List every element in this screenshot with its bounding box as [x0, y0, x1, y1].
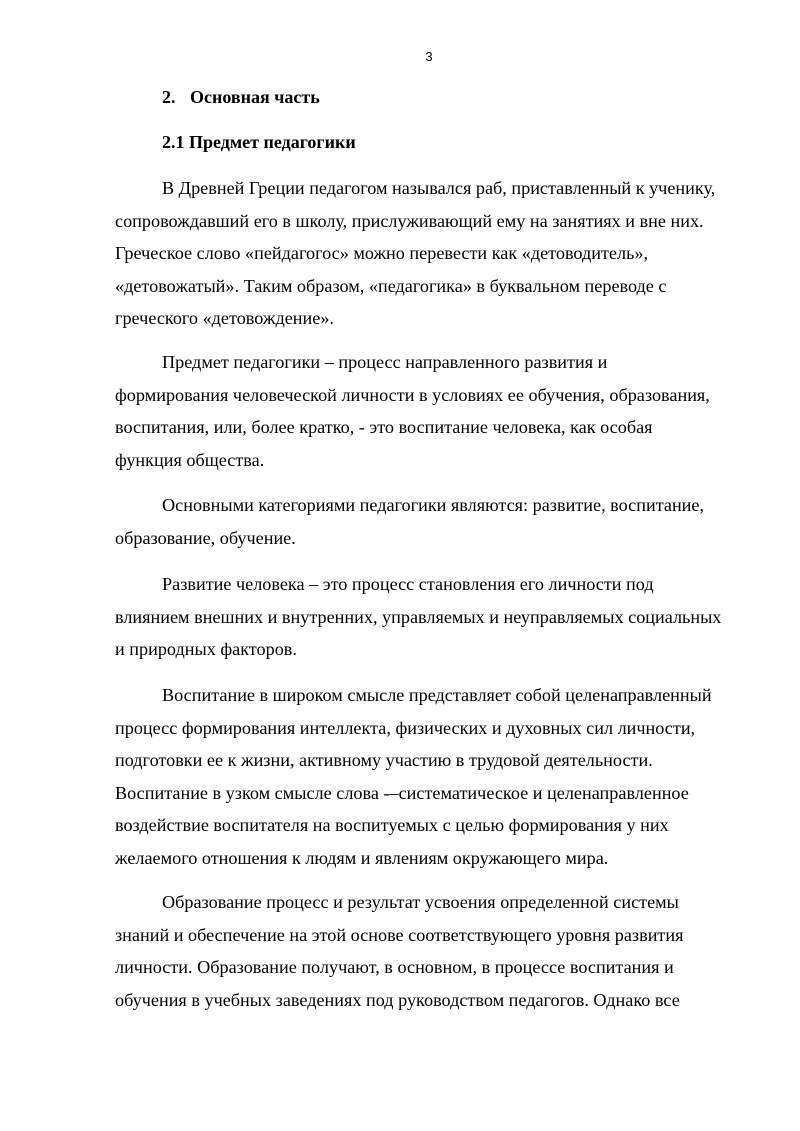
text-line: Воспитание в широком смысле представляет собой целенаправленный [162, 685, 712, 705]
paragraph-development [115, 568, 755, 666]
page-number: 3 [425, 49, 433, 64]
text-line: воспитания, или, более кратко, - это воспитание человека, как особая [115, 417, 653, 438]
text-line: греческого «детовождение». [115, 308, 334, 329]
text-line: знаний и обеспечение на этой основе соответствующего уровня развития [115, 924, 684, 945]
text-line: желаемого отношения к людям и явлениям окружающего мира. [115, 847, 609, 868]
text-line: Греческое слово «пейдагогос» можно перевести как «детоводитель», [115, 243, 649, 264]
text-line: процесс формирования интеллекта, физических и духовных сил личности, [115, 717, 696, 738]
section-heading [162, 86, 320, 108]
text-line: сопровождавший его в школу, прислуживающий ему на занятиях и вне них. [115, 210, 704, 231]
text-line: В Древней Греции педагогом назывался раб, приставленный к ученику, [162, 178, 716, 198]
paragraph-upbringing [115, 679, 755, 875]
paragraph-education [115, 886, 755, 1016]
section-number: 2. [162, 87, 176, 107]
paragraph-categories [115, 489, 755, 554]
paragraph-greek-origin [115, 172, 755, 335]
paragraph-subject [115, 346, 755, 476]
text-line: «детовожатый». Таким образом, «педагогика» в буквальном переводе с [115, 275, 667, 296]
text-line: Развитие человека – это процесс становления его личности под [162, 574, 654, 594]
subsection-heading: 2.1 Предмет педагогики [162, 132, 356, 152]
text-line: Воспитание в узком смысле слова -–систематическое и целенаправленное [115, 782, 689, 803]
text-line: Образование процесс и результат усвоения определенной системы [162, 892, 679, 912]
text-line: и природных факторов. [115, 639, 297, 660]
text-line: воздействие воспитателя на воспитуемых с целью формирования у них [115, 815, 669, 836]
section-title: Основная часть [190, 87, 320, 107]
text-line: обучения в учебных заведениях под руководством педагогов. Однако все [115, 989, 680, 1010]
text-line: Предмет педагогики – процесс направленного развития и [162, 352, 608, 372]
text-line: функция общества. [115, 449, 265, 470]
text-line: образование, обучение. [115, 527, 296, 548]
text-line: подготовки ее к жизни, активному участию в трудовой деятельности. [115, 750, 653, 771]
text-line: личности. Образование получают, в основном, в процессе воспитания и [115, 957, 674, 978]
text-line: Основными категориями педагогики являются: развитие, воспитание, [162, 495, 705, 515]
text-line: влиянием внешних и внутренних, управляемых и неуправляемых социальных [115, 606, 722, 627]
text-line: формирования человеческой личности в условиях ее обучения, образования, [115, 384, 710, 405]
